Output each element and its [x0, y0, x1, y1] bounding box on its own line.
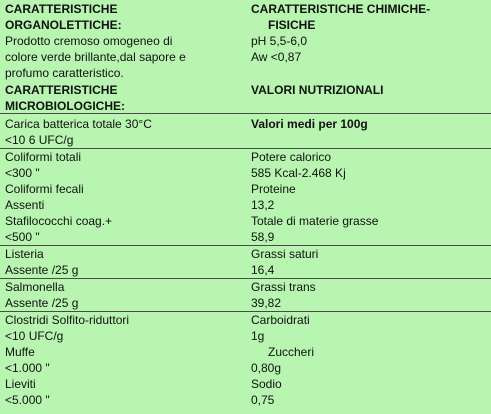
- ph-value: pH 5,5-6,0: [251, 34, 308, 48]
- chemical-physical-title-line-2: FISICHE: [268, 18, 316, 32]
- micro-value: Assenti: [5, 198, 45, 212]
- organoleptic-line-3: profumo caratteristico.: [5, 66, 124, 80]
- divider: [0, 278, 491, 279]
- nutrition-label: Grassi trans: [251, 280, 316, 294]
- organoleptic-title-line-1: CARATTERISTICHE: [5, 2, 118, 16]
- micro-label: Listeria: [5, 247, 44, 261]
- nutrition-value: 0,80g: [251, 361, 282, 375]
- organoleptic-line-1: Prodotto cremoso omogeneo di: [5, 34, 173, 48]
- nutrition-value: 1g: [251, 329, 265, 343]
- nutrition-value: 39,82: [251, 296, 282, 310]
- micro-value: <10 6 UFC/g: [5, 133, 74, 147]
- nutrition-value: 13,2: [251, 198, 275, 212]
- nutrition-label: Proteine: [251, 182, 296, 196]
- micro-label: Muffe: [5, 345, 35, 359]
- divider: [0, 245, 491, 246]
- divider: [0, 113, 491, 114]
- nutrition-label: Carboidrati: [251, 313, 310, 327]
- micro-value: <500 ": [5, 230, 40, 244]
- nutrition-label: Zuccheri: [268, 345, 315, 359]
- micro-label: Clostridi Solfito-riduttori: [5, 313, 130, 327]
- nutrition-label: Potere calorico: [251, 150, 332, 164]
- aw-value: Aw <0,87: [251, 50, 302, 64]
- micro-value: <5.000 ": [5, 393, 50, 407]
- nutrition-label: Grassi saturi: [251, 247, 319, 261]
- micro-label: Lieviti: [5, 377, 36, 391]
- micro-label: Coliformi totali: [5, 150, 82, 164]
- nutrition-label: Totale di materie grasse: [251, 214, 379, 228]
- organoleptic-line-2: colore verde brillante,dal sapore e: [5, 50, 186, 64]
- microbiological-title-line-1: CARATTERISTICHE: [5, 83, 118, 97]
- micro-label: Salmonella: [5, 280, 65, 294]
- microbiological-title-line-2: MICROBIOLOGICHE:: [5, 99, 125, 113]
- micro-label: Carica batterica totale 30°C: [5, 117, 152, 131]
- organoleptic-title-line-2: ORGANOLETTICHE:: [5, 18, 122, 32]
- nutrition-label: Sodio: [251, 377, 282, 391]
- nutrition-value: 0,75: [251, 393, 275, 407]
- nutritional-title: VALORI NUTRIZIONALI: [251, 83, 384, 97]
- micro-value: Assente /25 g: [5, 296, 79, 310]
- micro-label: Stafilococchi coag.+: [5, 214, 113, 228]
- micro-value: <300 ": [5, 166, 40, 180]
- micro-value: <10 UFC/g: [5, 329, 64, 343]
- micro-value: <1.000 ": [5, 361, 50, 375]
- micro-label: Coliformi fecali: [5, 182, 84, 196]
- nutrition-value: 585 Kcal-2.468 Kj: [251, 166, 346, 180]
- nutrition-value: 58,9: [251, 230, 275, 244]
- chemical-physical-title-line-1: CARATTERISTICHE CHIMICHE-: [251, 2, 431, 16]
- micro-value: Assente /25 g: [5, 263, 79, 277]
- nutrition-value: 16,4: [251, 263, 275, 277]
- nutritional-subtitle: Valori medi per 100g: [251, 117, 368, 131]
